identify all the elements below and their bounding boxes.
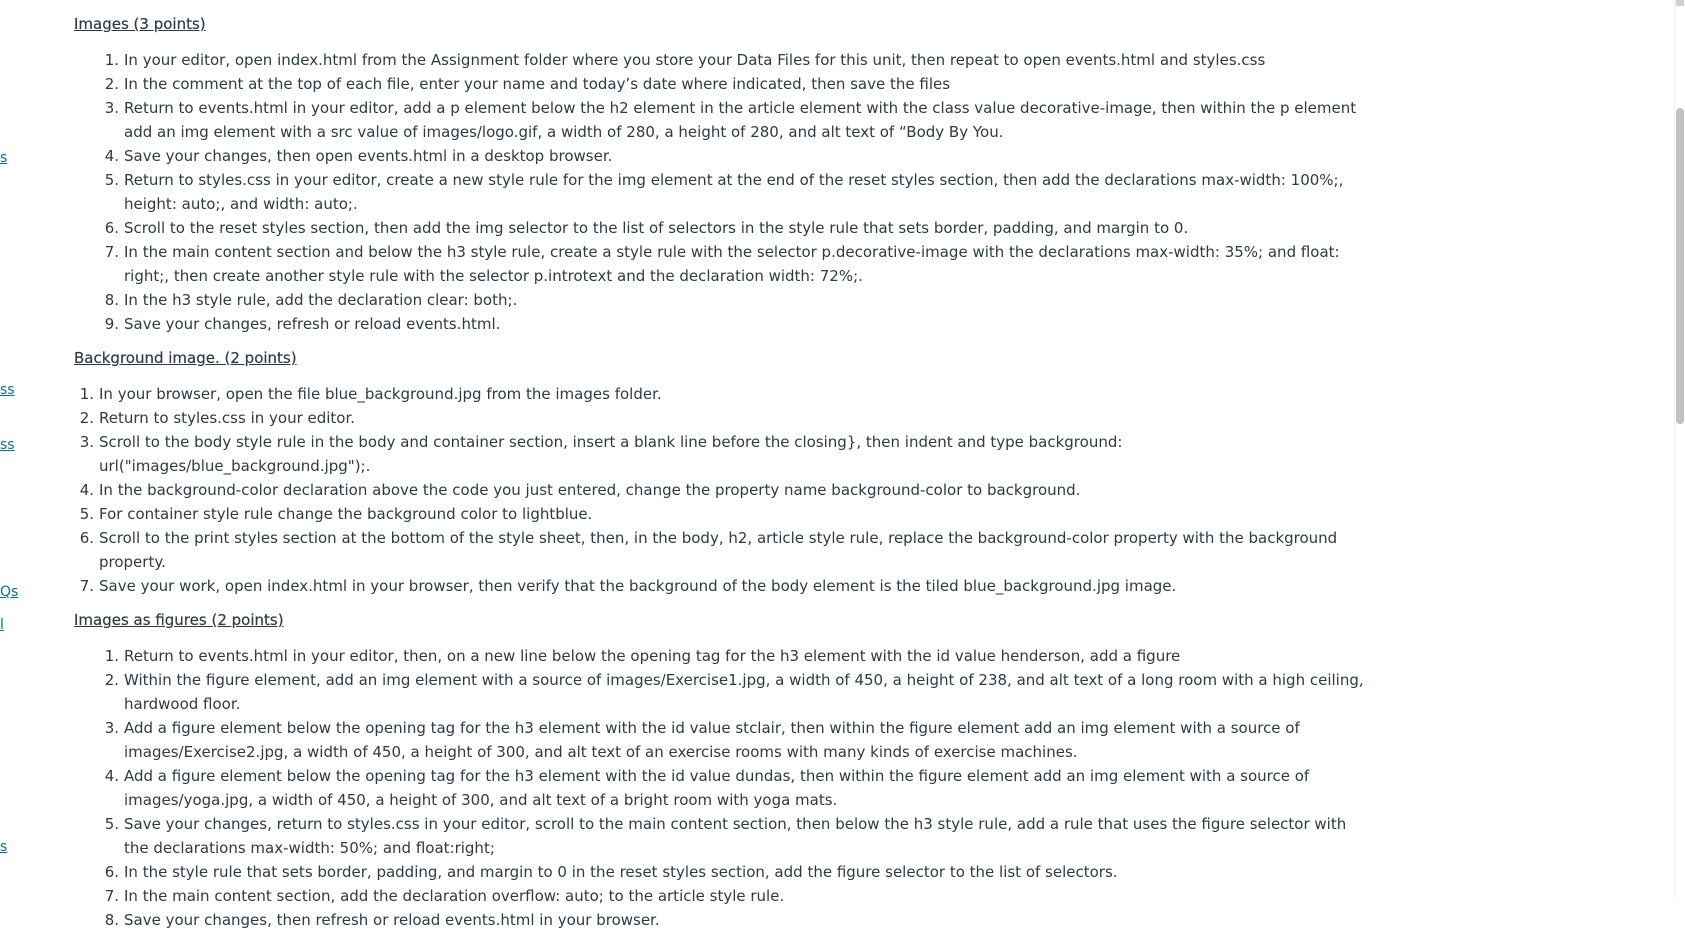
list-item (74, 526, 1374, 574)
list-item-number: 5. (104, 815, 119, 833)
list-item-text: In the main content section and below the h3 style rule, create a style rule with the selector p.decorative-image with the declarations max-width: 35%; and float: right;, then create another style rule with the selector p.introtext and the declaration width: 72%;. (124, 243, 1340, 285)
list-item-number: 1. (79, 385, 94, 403)
list-item (74, 430, 1374, 478)
list-item-text: Scroll to the reset styles section, then add the img selector to the list of selectors in the style rule that sets border, padding, and margin to 0. (124, 219, 1189, 237)
list-item-text: Add a figure element below the opening tag for the h3 element with the id value stclair, then within the figure element add an img element with a source of images/Exercise2.jpg, a width of 450, a height of 300, and alt text of an exercise rooms with many kinds of exercise machines. (124, 719, 1300, 761)
list-item-text: Scroll to the print styles section at the bottom of the style sheet, then, in the body, h2, article style rule, replace the background-color property with the background property. (99, 529, 1338, 571)
list-item-text: Save your changes, then refresh or reload events.html in your browser. (124, 911, 660, 929)
sidebar-link-fragment-6[interactable]: s (0, 839, 8, 855)
scroll-up-arrow-icon[interactable] (1676, 0, 1684, 6)
list-item-number: 3. (79, 433, 94, 451)
background-image-steps-list (74, 382, 1374, 598)
list-item-text: In your editor, open index.html from the Assignment folder where you store your Data Files for this unit, then repeat to open events.html and styles.css (124, 51, 1266, 69)
images-steps-list (74, 48, 1364, 336)
list-item-number: 5. (79, 505, 94, 523)
section-heading-background-image: Background image. (2 points) (74, 349, 297, 367)
list-item-text: Save your changes, refresh or reload events.html. (124, 315, 501, 333)
section-heading-images: Images (3 points) (74, 15, 206, 33)
list-item-number: 9. (104, 315, 119, 333)
list-item (74, 382, 1374, 406)
list-item-number: 8. (104, 911, 119, 929)
list-item (74, 72, 1364, 96)
list-item (74, 288, 1364, 312)
list-item-number: 2. (104, 671, 119, 689)
list-item (74, 644, 1364, 668)
assignment-content (74, 12, 1374, 942)
list-item-number: 2. (79, 409, 94, 427)
list-item (74, 908, 1364, 932)
list-item-text: Return to events.html in your editor, add a p element below the h2 element in the article element with the class value decorative-image, then within the p element add an img element with a src value of images/logo.gif, a width of 280, a height of 280, and alt text of “Body By You. (124, 99, 1357, 141)
list-item-text: Return to styles.css in your editor, create a new style rule for the img element at the end of the reset styles section, then add the declarations max-width: 100%;, height: auto;, and width: auto;. (124, 171, 1344, 213)
list-item (74, 812, 1364, 860)
list-item-text: Save your changes, then open events.html in a desktop browser. (124, 147, 613, 165)
list-item (74, 168, 1364, 216)
list-item-text: Return to events.html in your editor, then, on a new line below the opening tag for the h3 element with the id value henderson, add a figure (124, 647, 1181, 665)
list-item (74, 668, 1364, 716)
list-item-number: 3. (104, 99, 119, 117)
list-item-number: 6. (104, 219, 119, 237)
list-item (74, 144, 1364, 168)
list-item-number: 4. (79, 481, 94, 499)
list-item-number: 6. (104, 863, 119, 881)
list-item (74, 96, 1364, 144)
list-item-number: 5. (104, 171, 119, 189)
scrollbar-thumb[interactable] (1676, 108, 1684, 424)
list-item-text: Save your changes, return to styles.css in your editor, scroll to the main content section, then below the h3 style rule, add a rule that uses the figure selector with the declarations max-width: 50%; and float:right; (124, 815, 1347, 857)
list-item-number: 7. (104, 887, 119, 905)
list-item-number: 1. (104, 647, 119, 665)
list-item-text: In the background-color declaration above the code you just entered, change the property name background-color to background. (99, 481, 1081, 499)
list-item (74, 240, 1364, 288)
sidebar-link-fragment-1[interactable]: s (0, 150, 8, 166)
list-item-number: 4. (104, 147, 119, 165)
images-as-figures-steps-list (74, 644, 1364, 932)
sidebar-link-fragment-5[interactable]: l (0, 617, 4, 633)
list-item-text: Within the figure element, add an img element with a source of images/Exercise1.jpg, a width of 450, a height of 238, and alt text of a long room with a high ceiling, hardwood floor. (124, 671, 1364, 713)
list-item-text: In the main content section, add the declaration overflow: auto; to the article style rule. (124, 887, 785, 905)
list-item-text: Save your work, open index.html in your browser, then verify that the background of the body element is the tiled blue_background.jpg image. (99, 577, 1177, 595)
list-item-number: 1. (104, 51, 119, 69)
section-heading-images-as-figures: Images as figures (2 points) (74, 611, 284, 629)
list-item-number: 7. (79, 577, 94, 595)
list-item-number: 6. (79, 529, 94, 547)
list-item-text: Scroll to the body style rule in the body and container section, insert a blank line before the closing}, then indent and type background: url("images/blue_background.jpg");. (99, 433, 1123, 475)
list-item-number: 2. (104, 75, 119, 93)
list-item (74, 502, 1374, 526)
list-item-number: 8. (104, 291, 119, 309)
list-item-text: In the comment at the top of each file, enter your name and today’s date where indicated, then save the files (124, 75, 951, 93)
list-item (74, 764, 1364, 812)
list-item (74, 478, 1374, 502)
list-item (74, 48, 1364, 72)
list-item (74, 574, 1374, 598)
left-sidebar-clipped (0, 0, 20, 897)
list-item-text: In the h3 style rule, add the declaration clear: both;. (124, 291, 518, 309)
list-item-text: In the style rule that sets border, padding, and margin to 0 in the reset styles section, add the figure selector to the list of selectors. (124, 863, 1118, 881)
list-item-text: In your browser, open the file blue_background.jpg from the images folder. (99, 385, 662, 403)
list-item (74, 716, 1364, 764)
list-item-number: 7. (104, 243, 119, 261)
sidebar-link-fragment-3[interactable]: ss (0, 437, 15, 453)
list-item-number: 4. (104, 767, 119, 785)
list-item-text: Add a figure element below the opening tag for the h3 element with the id value dundas, then within the figure element add an img element with a source of images/yoga.jpg, a width of 450, a height of 300, and alt text of a bright room with yoga mats. (124, 767, 1310, 809)
vertical-scrollbar[interactable] (1674, 0, 1685, 897)
list-item (74, 860, 1364, 884)
list-item (74, 406, 1374, 430)
list-item-text: For container style rule change the background color to lightblue. (99, 505, 593, 523)
list-item (74, 216, 1364, 240)
list-item (74, 884, 1364, 908)
list-item-text: Return to styles.css in your editor. (99, 409, 356, 427)
list-item (74, 312, 1364, 336)
sidebar-link-fragment-4[interactable]: Qs (0, 584, 19, 600)
sidebar-link-fragment-2[interactable]: ss (0, 382, 15, 398)
list-item-number: 3. (104, 719, 119, 737)
